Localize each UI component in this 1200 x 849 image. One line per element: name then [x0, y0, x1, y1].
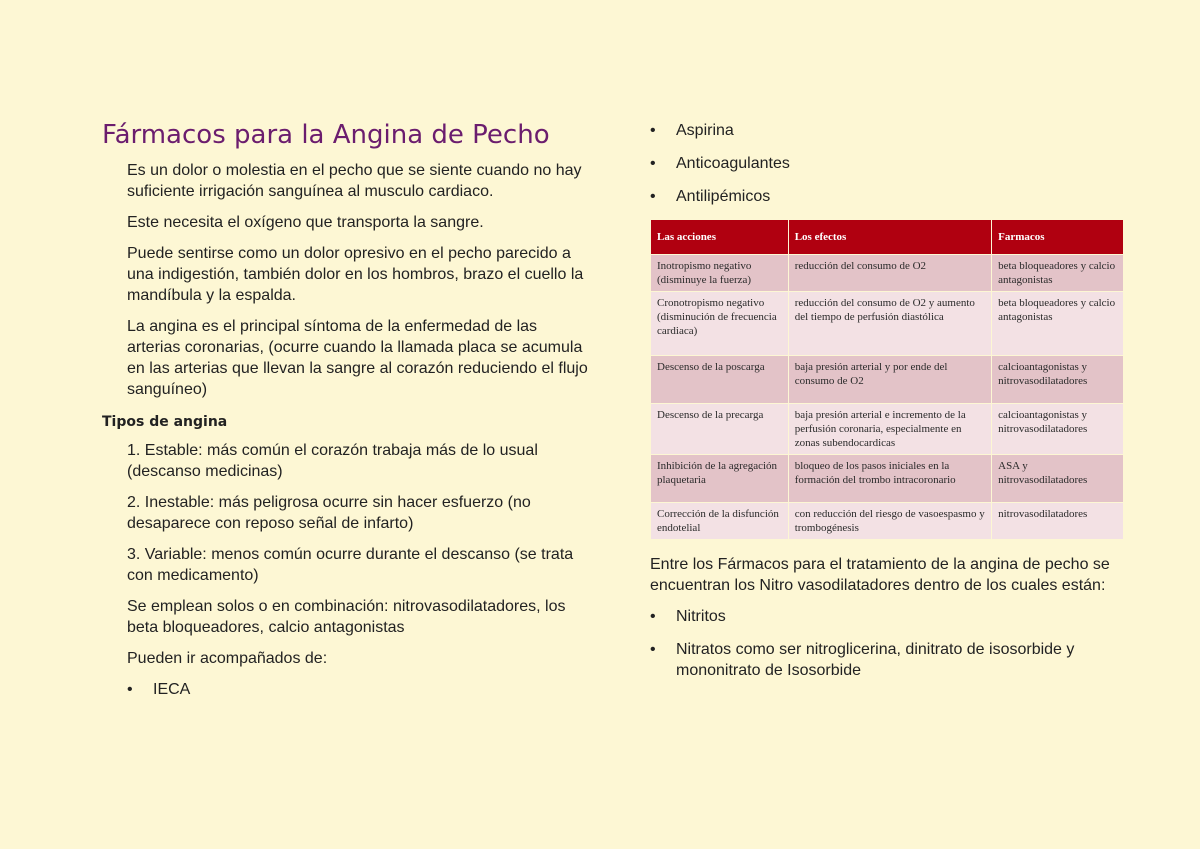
paragraph: Este necesita el oxígeno que transporta la sangre. [127, 214, 484, 231]
column-header: Los efectos [788, 220, 991, 255]
paragraph: Entre los Fármacos para el tratamiento de la angina de pecho se encuentran los Nitro vasodilatadores dentro de los cuales están: [650, 556, 1110, 594]
table-cell: reducción del consumo de O2 [788, 255, 991, 292]
table-cell: bloqueo de los pasos iniciales en la formación del trombo intracoronario [788, 455, 991, 503]
table-cell: baja presión arterial y por ende del consumo de O2 [788, 356, 991, 404]
table-cell: beta bloqueadores y calcio antagonistas [992, 255, 1124, 292]
column-header: Farmacos [992, 220, 1124, 255]
paragraph: La angina es el principal síntoma de la enfermedad de las arterias coronarias, (ocurre cuando la llamada placa se acumula en las arterias que llevan la sangre al corazón reduciendo el flujo sanguíneo) [127, 318, 588, 398]
table-cell: reducción del consumo de O2 y aumento del tiempo de perfusión diastólica [788, 292, 991, 356]
table-cell: calcioantagonistas y nitrovasodilatadores [992, 404, 1124, 455]
right-column [650, 120, 1130, 693]
angina-type-unstable: 2. Inestable: más peligrosa ocurre sin hacer esfuerzo (no desaparece con reposo señal de infarto) [127, 494, 531, 532]
list-item: • IECA [127, 679, 592, 700]
list-item: • Anticoagulantes [650, 153, 1130, 174]
angina-type-stable: 1. Estable: más común el corazón trabaja más de lo usual (descanso medicinas) [127, 442, 538, 480]
drug-actions-table [650, 219, 1124, 540]
list-item: • Nitritos [650, 606, 1130, 627]
page-title: Fármacos para la Angina de Pecho [102, 120, 550, 150]
table-cell: Descenso de la poscarga [651, 356, 789, 404]
table-cell: Corrección de la disfunción endotelial [651, 503, 789, 540]
paragraph: Se emplean solos o en combinación: nitrovasodilatadores, los beta bloqueadores, calcio antagonistas [127, 598, 566, 636]
list-item: • Antilipémicos [650, 186, 1130, 207]
table-cell: con reducción del riesgo de vasoespasmo y trombogénesis [788, 503, 991, 540]
angina-type-variable: 3. Variable: menos común ocurre durante el descanso (se trata con medicamento) [127, 546, 574, 584]
table-row [651, 292, 1124, 356]
table-row [651, 356, 1124, 404]
table-cell: Descenso de la precarga [651, 404, 789, 455]
table-row [651, 255, 1124, 292]
paragraph: Es un dolor o molestia en el pecho que se siente cuando no hay suficiente irrigación sanguínea al musculo cardiaco. [127, 162, 582, 200]
table-cell: Inhibición de la agregación plaquetaria [651, 455, 789, 503]
table-header-row [651, 220, 1124, 255]
table-cell: nitrovasodilatadores [992, 503, 1124, 540]
list-item: • Nitratos como ser nitroglicerina, dinitrato de isosorbide y mononitrato de Isosorbide [650, 639, 1130, 681]
column-header: Las acciones [651, 220, 789, 255]
table-cell: calcioantagonistas y nitrovasodilatadores [992, 356, 1124, 404]
table-cell: Cronotropismo negativo (disminución de frecuencia cardiaca) [651, 292, 789, 356]
left-column [102, 120, 592, 712]
list-item: • Aspirina [650, 120, 1130, 141]
table-cell: baja presión arterial e incremento de la perfusión coronaria, especialmente en zonas subendocardicas [788, 404, 991, 455]
table-cell: beta bloqueadores y calcio antagonistas [992, 292, 1124, 356]
table-cell: Inotropismo negativo (disminuye la fuerza) [651, 255, 789, 292]
paragraph: Pueden ir acompañados de: [127, 650, 328, 667]
table-row [651, 404, 1124, 455]
paragraph: Puede sentirse como un dolor opresivo en el pecho parecido a una indigestión, también dolor en los hombros, brazo el cuello la mandíbula y la espalda. [127, 245, 584, 304]
table-row [651, 503, 1124, 540]
section-heading: Tipos de angina [102, 414, 228, 430]
table-row [651, 455, 1124, 503]
table-cell: ASA y nitrovasodilatadores [992, 455, 1124, 503]
